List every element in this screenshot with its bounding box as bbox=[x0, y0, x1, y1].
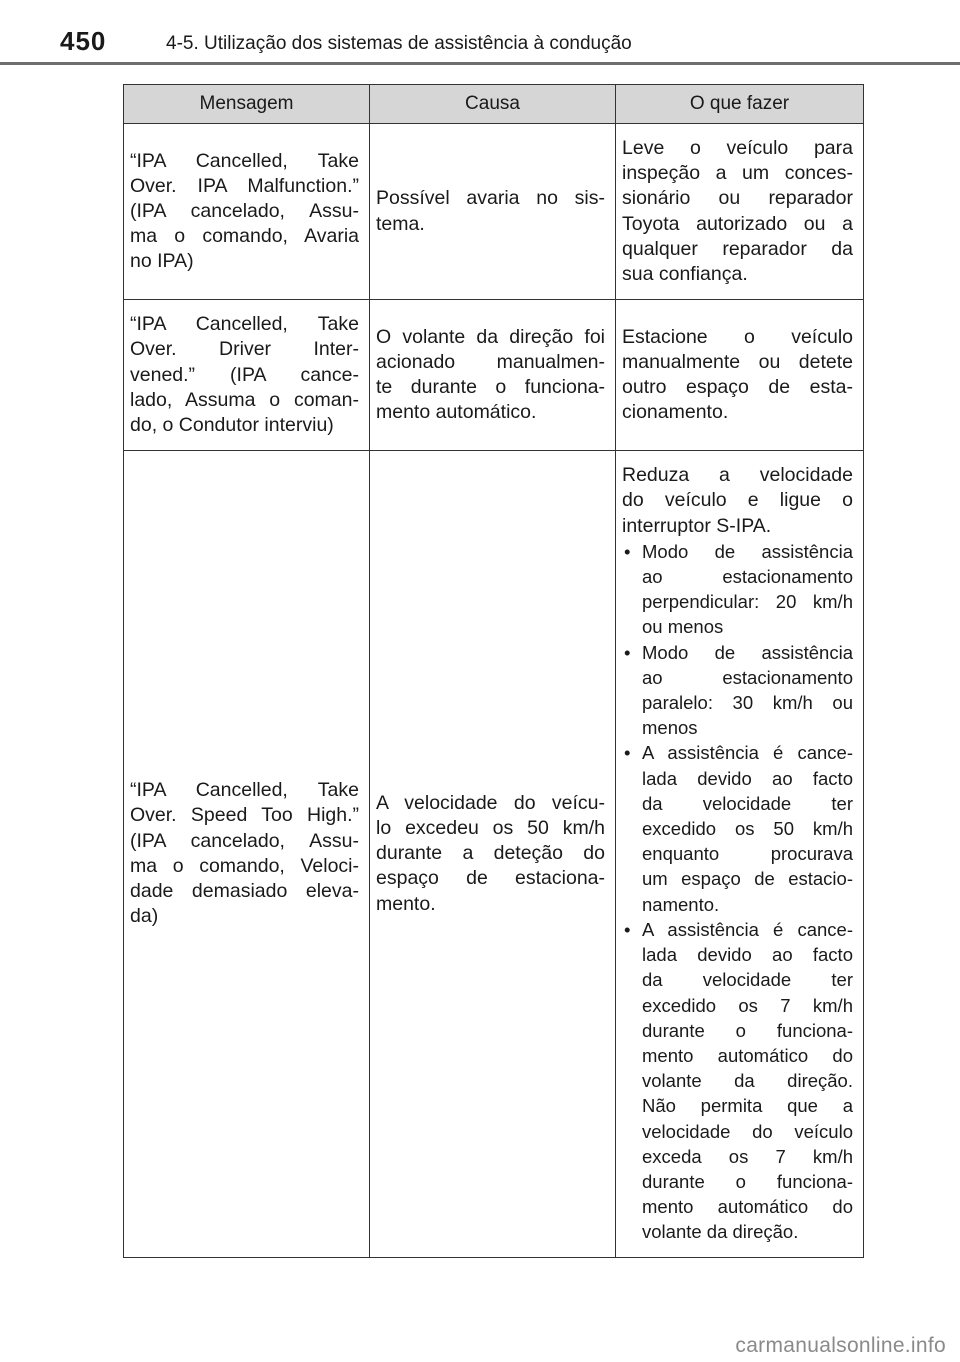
text-line: “IPA Cancelled, Take bbox=[130, 149, 359, 172]
messages-table bbox=[123, 84, 864, 1258]
page-number: 450 bbox=[60, 26, 107, 56]
text-line: lado, Assuma o coman- bbox=[130, 388, 359, 411]
page-header bbox=[0, 0, 960, 66]
cause-cell bbox=[370, 124, 616, 300]
text-line: ma o comando, Veloci- bbox=[130, 854, 359, 877]
text-line: um espaço de estacio- bbox=[642, 868, 853, 890]
text-line: O volante da direção foi bbox=[376, 325, 605, 348]
message-cell bbox=[124, 451, 370, 1257]
text-line: (IPA cancelado, Assu- bbox=[130, 829, 359, 852]
text-line: A assistência é cance- bbox=[642, 742, 853, 764]
text-line: ma o comando, Avaria bbox=[130, 225, 359, 248]
text-line: enquanto procurava bbox=[642, 843, 853, 865]
text-line: Over. Driver Inter- bbox=[130, 338, 359, 361]
text-line: (IPA cancelado, Assu- bbox=[130, 200, 359, 222]
header-divider bbox=[0, 62, 960, 65]
text-line: namento. bbox=[642, 893, 720, 915]
action-cell bbox=[616, 124, 864, 300]
text-line: mento automático do bbox=[642, 1196, 853, 1218]
text-line: sua confiança. bbox=[622, 263, 748, 286]
text-line: vened.” (IPA cance- bbox=[130, 363, 359, 386]
text-line: Leve o veículo para bbox=[622, 137, 853, 159]
bullet-item bbox=[622, 539, 853, 640]
section-title: 4-5. Utilização dos sistemas de assistência à condução bbox=[166, 33, 632, 54]
text-line: espaço de estaciona- bbox=[376, 867, 605, 890]
text-line: volante da direção. bbox=[642, 1221, 799, 1243]
text-line: sionário ou reparador bbox=[622, 187, 853, 210]
text-line: inspeção a um conces- bbox=[622, 162, 853, 185]
text-line: durante o funciona- bbox=[642, 1170, 853, 1192]
action-bullet-list bbox=[622, 539, 853, 1245]
text-line: Reduza a velocidade bbox=[622, 464, 853, 487]
message-cell bbox=[124, 300, 370, 451]
text-line: te durante o funciona- bbox=[376, 376, 605, 399]
text-line: da) bbox=[130, 905, 159, 928]
text-line: da velocidade ter bbox=[642, 969, 853, 991]
text-line: velocidade do veículo bbox=[642, 1120, 853, 1142]
action-cell bbox=[616, 300, 864, 451]
text-line: tema. bbox=[376, 212, 425, 235]
message-cell bbox=[124, 124, 370, 300]
text-line: excedido os 50 km/h bbox=[642, 818, 853, 840]
text-line: “IPA Cancelled, Take bbox=[130, 313, 359, 336]
text-line: paralelo: 30 km/h ou bbox=[642, 692, 853, 714]
bullet-item bbox=[622, 917, 853, 1245]
text-line: acionado manualmen- bbox=[376, 351, 605, 374]
text-line: lo excedeu os 50 km/h bbox=[376, 817, 605, 840]
text-line: ao estacionamento bbox=[642, 666, 853, 688]
text-line: Over. Speed Too High.” bbox=[130, 804, 359, 827]
text-line: mento automático. bbox=[376, 401, 537, 424]
bullet-item bbox=[622, 740, 853, 916]
text-line: da velocidade ter bbox=[642, 792, 853, 814]
column-header-action: O que fazer bbox=[616, 85, 864, 124]
bullet-icon: • bbox=[624, 918, 631, 940]
text-line: Modo de assistência bbox=[642, 540, 853, 562]
text-line: ao estacionamento bbox=[642, 566, 853, 588]
text-line: volante da direção. bbox=[642, 1070, 853, 1092]
text-line: dade demasiado eleva- bbox=[130, 880, 359, 903]
action-cell bbox=[616, 451, 864, 1257]
text-line: interruptor S-IPA. bbox=[622, 514, 772, 537]
text-line: menos bbox=[642, 717, 698, 739]
cause-cell bbox=[370, 451, 616, 1257]
text-line: lada devido ao facto bbox=[642, 767, 853, 789]
table-row bbox=[124, 124, 864, 300]
text-line: manualmente ou detete bbox=[622, 351, 853, 374]
text-line: Modo de assistência bbox=[642, 641, 853, 663]
text-line: do, o Condutor interviu) bbox=[130, 414, 334, 437]
text-line: qualquer reparador da bbox=[622, 237, 853, 260]
text-line: durante a deteção do bbox=[376, 842, 605, 865]
cause-cell bbox=[370, 300, 616, 451]
text-line: “IPA Cancelled, Take bbox=[130, 779, 359, 802]
watermark: carmanualsonline.info bbox=[735, 1334, 946, 1357]
text-line: Toyota autorizado ou a bbox=[622, 212, 853, 235]
bullet-item bbox=[622, 640, 853, 741]
text-line: A assistência é cance- bbox=[642, 918, 853, 940]
text-line: no IPA) bbox=[130, 250, 194, 273]
text-line: lada devido ao facto bbox=[642, 944, 853, 966]
text-line: Possível avaria no sis- bbox=[376, 187, 605, 210]
text-line: exceda os 7 km/h bbox=[642, 1145, 853, 1167]
text-line: Não permita que a bbox=[642, 1095, 853, 1117]
text-line: perpendicular: 20 km/h bbox=[642, 591, 853, 613]
text-line: outro espaço de esta- bbox=[622, 376, 853, 399]
table-header-row bbox=[124, 85, 864, 124]
text-line: ou menos bbox=[642, 616, 724, 638]
column-header-cause: Causa bbox=[370, 85, 616, 124]
bullet-icon: • bbox=[624, 540, 631, 562]
text-line: mento. bbox=[376, 892, 436, 915]
text-line: do veículo e ligue o bbox=[622, 489, 853, 512]
table-row bbox=[124, 451, 864, 1257]
text-line: mento automático do bbox=[642, 1044, 853, 1066]
table-row bbox=[124, 300, 864, 451]
bullet-icon: • bbox=[624, 742, 631, 764]
text-line: durante o funciona- bbox=[642, 1019, 853, 1041]
text-line: Estacione o veículo bbox=[622, 325, 853, 348]
column-header-message: Mensagem bbox=[124, 85, 370, 124]
text-line: excedido os 7 km/h bbox=[642, 994, 853, 1016]
text-line: cionamento. bbox=[622, 401, 729, 424]
text-line: Over. IPA Malfunction.” bbox=[130, 174, 359, 197]
bullet-icon: • bbox=[624, 641, 631, 663]
text-line: A velocidade do veícu- bbox=[376, 791, 605, 814]
